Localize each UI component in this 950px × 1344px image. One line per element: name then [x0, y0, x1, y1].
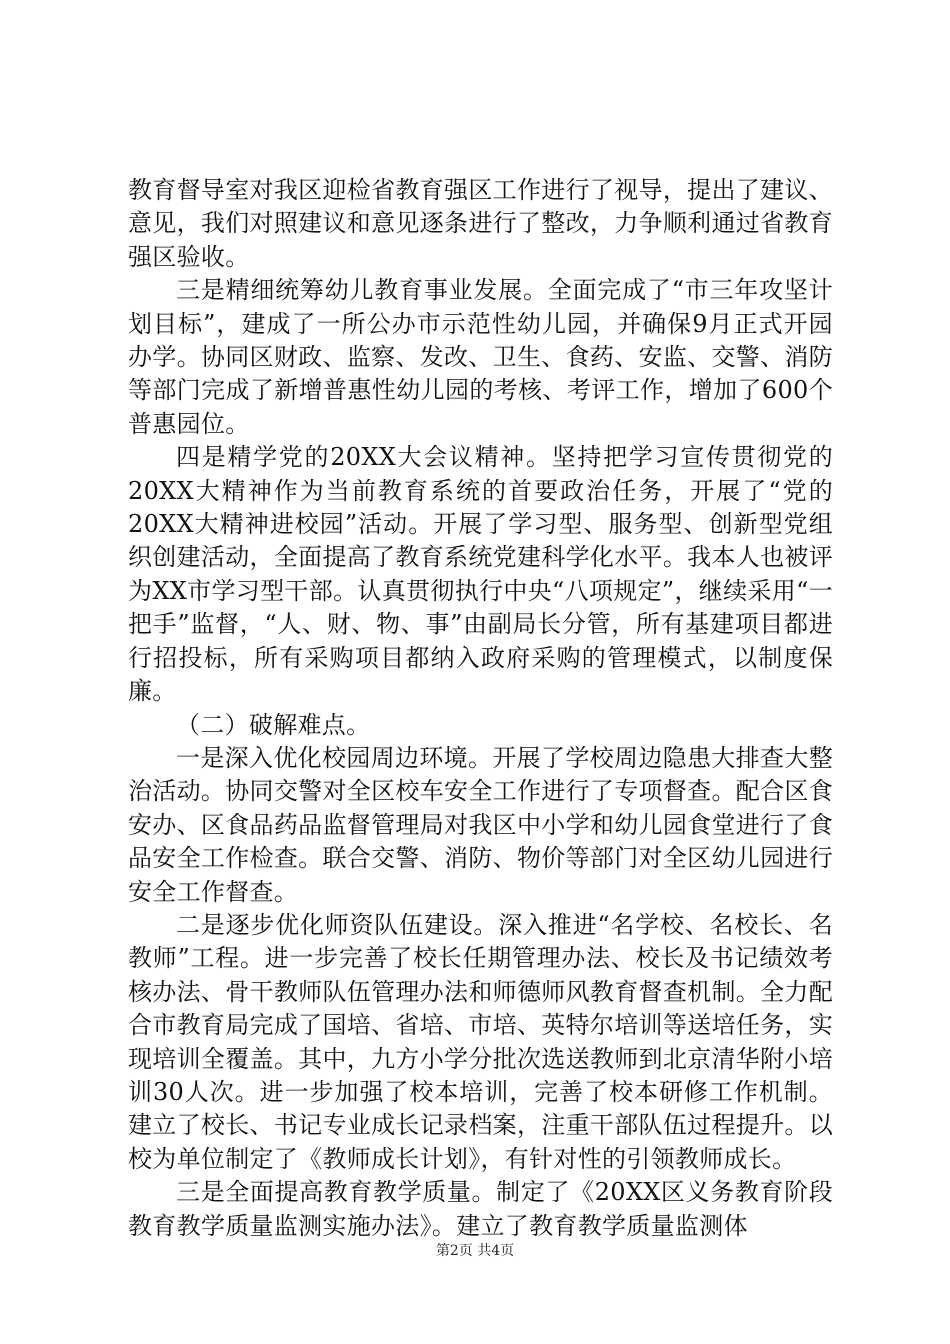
document-body	[128, 174, 833, 1243]
paragraph-preschool-education: 三是精细统筹幼儿教育事业发展。全面完成了“市三年攻坚计划目标”，建成了一所公办市示范性幼儿园，并确保9月正式开园办学。协同区财政、监察、发改、卫生、食药、安监、交警、消防等部门完成了新增普惠性幼儿园的考核、考评工作，增加了600个普惠园位。	[128, 276, 833, 438]
paragraph-continuation: 教育督导室对我区迎检省教育强区工作进行了视导，提出了建议、意见，我们对照建议和意见逐条进行了整改，力争顺利通过省教育强区验收。	[128, 176, 833, 271]
paragraph-teaching-quality: 三是全面提高教育教学质量。制定了《20XX区义务教育阶段教育教学质量监测实施办法》。建立了教育教学质量监测体	[128, 1178, 833, 1240]
page-footer: 第2页 共4页	[435, 1243, 515, 1259]
section-heading-difficulties: （二）破解难点。	[176, 710, 371, 739]
paragraph-party-spirit: 四是精学党的20XX大会议精神。坚持把学习宣传贯彻党的20XX大精神作为当前教育系统的首要政治任务，开展了“党的20XX大精神进校园”活动。开展了学习型、服务型、创新型党组织创建活动，全面提高了教育系统党建科学化水平。我本人也被评为XX市学习型干部。认真贯彻执行中央“八项规定”，继续采用“一把手”监督，“人、财、物、事”由副局长分管，所有基建项目都进行招投标，所有采购项目都纳入政府采购的管理模式，以制度保廉。	[128, 443, 833, 706]
paragraph-teacher-team: 二是逐步优化师资队伍建设。深入推进“名学校、名校长、名教师”工程。进一步完善了校长任期管理办法、校长及书记绩效考核办法、骨干教师队伍管理办法和师德师风教育督查机制。全力配合市教育局完成了国培、省培、市培、英特尔培训等送培任务，实现培训全覆盖。其中，九方小学分批次选送教师到北京清华附小培训30人次。进一步加强了校本培训，完善了校本研修工作机制。建立了校长、书记专业成长记录档案，注重干部队伍过程提升。以校为单位制定了《教师成长计划》，有针对性的引领教师成长。	[128, 910, 833, 1173]
paragraph-campus-environment: 一是深入优化校园周边环境。开展了学校周边隐患大排查大整治活动。协同交警对全区校车安全工作进行了专项督查。配合区食安办、区食品药品监督管理局对我区中小学和幼儿园食堂进行了食品安全工作检查。联合交警、消防、物价等部门对全区幼儿园进行安全工作督查。	[128, 743, 833, 906]
